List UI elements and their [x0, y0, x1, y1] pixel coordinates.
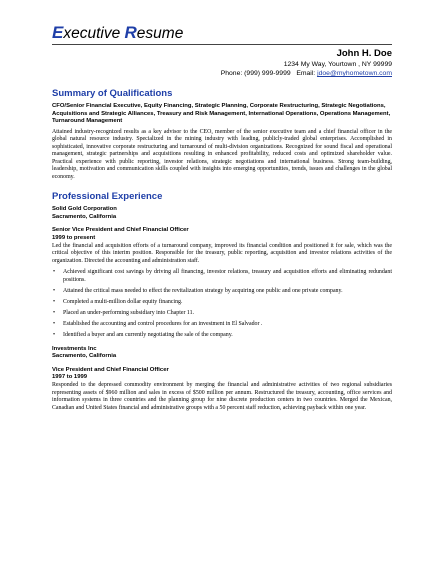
email-label: Email:: [296, 70, 316, 77]
contact-phone-email: [52, 69, 392, 78]
title-word-one-rest: xecutive: [63, 25, 125, 42]
job-company: Investments Inc: [52, 345, 97, 352]
list-item: • Placed an under-performing subsidiary into Chapter 11.: [53, 309, 195, 316]
job-location: Sacramento, California: [52, 353, 117, 360]
phone-number: (999) 999-9999: [244, 70, 291, 77]
contact-header: [52, 48, 392, 78]
title-divider: [52, 44, 392, 45]
list-item: • Attained the critical mass needed to effect the revitalization strategy by acquiring one public and one private company.: [53, 287, 343, 294]
candidate-name: John H. Doe: [336, 48, 392, 59]
list-item-text: Identified a buyer and am currently negotiating the sale of the company.: [63, 331, 233, 338]
list-item: • Achieved significant cost savings by driving all financing, investor relations, treasury and acquisition efforts and eliminating redundant positions.: [53, 269, 392, 283]
summary-heading: Summary of Qualifications: [52, 88, 173, 99]
job-role: Vice President and Chief Financial Officer: [52, 366, 169, 373]
list-item-text: Placed an under-performing subsidiary into Chapter 11.: [63, 309, 195, 316]
title-word-two-rest: esume: [136, 25, 184, 42]
experience-heading: Professional Experience: [52, 191, 163, 203]
resume-page: [52, 24, 392, 412]
list-item-text: Completed a multi-million dollar equity financing.: [63, 298, 183, 305]
email-link[interactable]: jdoe@myhometown.com: [317, 70, 392, 77]
job-company: Solid Gold Corporation: [52, 206, 117, 213]
job-dates: 1999 to present: [52, 235, 96, 242]
title-initial-e: E: [52, 23, 64, 42]
list-item: • Completed a multi-million dollar equity financing.: [53, 298, 183, 305]
title-initial-r: R: [124, 23, 137, 42]
job-entry: [52, 346, 392, 412]
list-item-text: Achieved significant cost savings by driving all financing, investor relations, treasury and acquisition efforts and eliminating redundant positions.: [63, 269, 392, 283]
document-title: [52, 24, 392, 43]
job-role: Senior Vice President and Chief Financial Officer: [52, 227, 189, 234]
job-entry: [52, 206, 392, 339]
job-description: Led the financial and acquisition efforts of a turnaround company, improved its financial condition and positioned it for sale, which was the critical objective of this interim position. Responsible for the treasury, public reporting, acquisition and investor relations activities of the organization. Directed the accounting and administration staff.: [52, 242, 392, 264]
summary-keywords: CFO/Senior Financial Executive, Equity Financing, Strategic Planning, Corporate Restructuring, Strategic Negotiations, Acquisitions and Strategic Alliances, Treasury and Risk Management, International Operations, Operations Management, Turnaround Management: [52, 103, 391, 125]
list-item: • Identified a buyer and am currently negotiating the sale of the company.: [53, 331, 233, 338]
summary-paragraph: Attained industry-recognized results as a key advisor to the CEO, member of the senior executive team and a chief financial officer in the global natural resource industry. Specialized in the mining industry with leading, publicly-traded global enterprises. Accomplished in sophisticated, innovative corporate restructuring and turnaround of multi-division organizations. Recognized for sound fiscal and operational management, strategic partnerships and acquisitions resulting in enhanced profitability, reduced costs and optimized shareholder value. Practical experience with public reporting, investor relations, strategic negotiations and international business. Strong team-building, leadership, motivation and communication skills coupled with insights into emerging opportunities, trends, issues and challenges in the global economy.: [52, 128, 392, 180]
contact-address: 1234 My Way, Yourtown , NY 99999: [283, 61, 392, 68]
job-dates: 1997 to 1999: [52, 374, 88, 381]
phone-label: Phone:: [220, 70, 243, 77]
list-item-text: Established the accounting and control procedures for an investment in El Salvador .: [63, 320, 263, 327]
job-location: Sacramento, California: [52, 213, 117, 220]
job-achievements: [52, 269, 392, 339]
list-item-text: Attained the critical mass needed to effect the revitalization strategy by acquiring one public and one private company.: [63, 287, 343, 294]
list-item: • Established the accounting and control procedures for an investment in El Salvador .: [53, 320, 263, 327]
job-description: Responded to the depressed commodity environment by merging the financial and administrative activities of two regional subsidiaries representing assets of $960 million and sales in excess of $500 million per annum. Restructured the treasury, accounting, office services and information systems in three countries and the planning group for nine discrete production centers in two countries. Merged the Mexican, Canadian and United States financial and administrative groups with a 50 percent staff reduction, achieving payback within one year.: [52, 382, 392, 411]
